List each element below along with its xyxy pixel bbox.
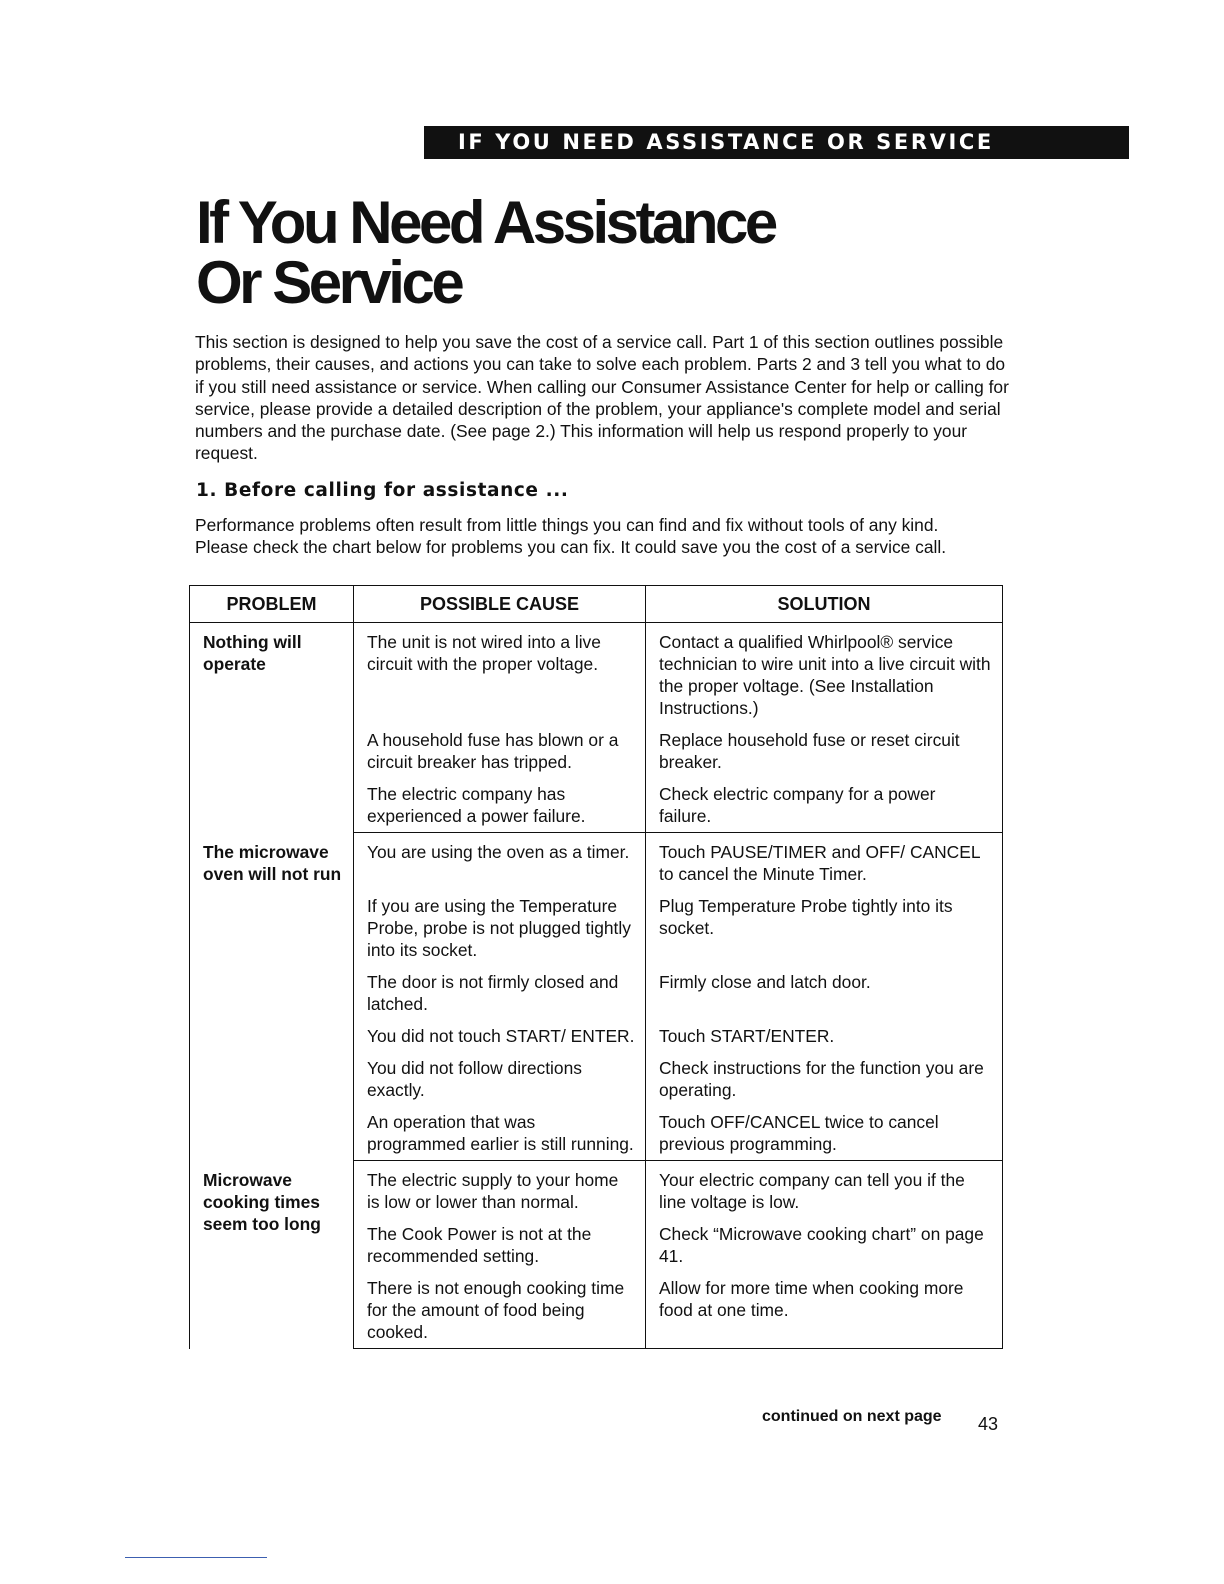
cause-cell: You did not touch START/ ENTER. bbox=[354, 1015, 646, 1047]
solution-cell: Check “Microwave cooking chart” on page 41. bbox=[646, 1213, 1003, 1267]
solution-cell: Contact a qualified Whirlpool® service technician to wire unit into a live circuit with the proper voltage. (See Installation Instructions.) bbox=[646, 623, 1003, 720]
section-heading: 1. Before calling for assistance ... bbox=[196, 480, 569, 501]
header-problem: PROBLEM bbox=[190, 586, 354, 623]
header-possible-cause: POSSIBLE CAUSE bbox=[354, 586, 646, 623]
cause-cell: The door is not firmly closed and latched. bbox=[354, 961, 646, 1015]
solution-cell: Your electric company can tell you if the line voltage is low. bbox=[646, 1161, 1003, 1214]
solution-cell: Touch PAUSE/TIMER and OFF/ CANCEL to cancel the Minute Timer. bbox=[646, 833, 1003, 886]
solution-cell: Check instructions for the function you are operating. bbox=[646, 1047, 1003, 1101]
page-number: 43 bbox=[978, 1414, 999, 1434]
table-row bbox=[190, 623, 1003, 720]
problem-cell: The microwave oven will not run bbox=[190, 833, 354, 1161]
solution-cell: Allow for more time when cooking more food at one time. bbox=[646, 1267, 1003, 1349]
page-title-line-2: Or Service bbox=[196, 249, 462, 316]
continued-note: continued on next page bbox=[762, 1408, 942, 1425]
solution-cell: Plug Temperature Probe tightly into its socket. bbox=[646, 885, 1003, 961]
cause-cell: If you are using the Temperature Probe, probe is not plugged tightly into its socket. bbox=[354, 885, 646, 961]
problem-cell: Nothing will operate bbox=[190, 623, 354, 833]
cause-cell: There is not enough cooking time for the amount of food being cooked. bbox=[354, 1267, 646, 1349]
section-banner: IF YOU NEED ASSISTANCE OR SERVICE bbox=[424, 126, 1129, 159]
header-solution: SOLUTION bbox=[646, 586, 1003, 623]
table-row bbox=[190, 1161, 1003, 1214]
cause-cell: The electric supply to your home is low or lower than normal. bbox=[354, 1161, 646, 1214]
page-title-line-1: If You Need Assistance bbox=[196, 189, 775, 256]
troubleshooting-table bbox=[189, 585, 1003, 1349]
solution-cell: Firmly close and latch door. bbox=[646, 961, 1003, 1015]
intro-paragraph: This section is designed to help you save the cost of a service call. Part 1 of this section outlines possible problems, their causes, and actions you can take to solve each problem. Parts 2 and 3 tell you what to do if you still need assistance or service. When calling our Consumer Assistance Center for help or calling for service, please provide a detailed description of the problem, your appliance's complete model and serial numbers and the purchase date. (See page 2.) This information will help us respond properly to your request. bbox=[195, 332, 1009, 464]
cause-cell: The electric company has experienced a power failure. bbox=[354, 773, 646, 833]
cause-cell: You did not follow directions exactly. bbox=[354, 1047, 646, 1101]
problem-cell: Microwave cooking times seem too long bbox=[190, 1161, 354, 1349]
solution-cell: Replace household fuse or reset circuit breaker. bbox=[646, 719, 1003, 773]
cause-cell: An operation that was programmed earlier is still running. bbox=[354, 1101, 646, 1161]
footer-rule bbox=[125, 1557, 267, 1558]
table-row bbox=[190, 833, 1003, 886]
table-header-row bbox=[190, 586, 1003, 623]
solution-cell: Check electric company for a power failure. bbox=[646, 773, 1003, 833]
cause-cell: The Cook Power is not at the recommended setting. bbox=[354, 1213, 646, 1267]
section-intro-paragraph: Performance problems often result from little things you can find and fix without tools of any kind. Please check the chart below for problems you can fix. It could save you the cost of a service call. bbox=[195, 515, 947, 557]
solution-cell: Touch OFF/CANCEL twice to cancel previous programming. bbox=[646, 1101, 1003, 1161]
cause-cell: The unit is not wired into a live circuit with the proper voltage. bbox=[354, 623, 646, 720]
solution-cell: Touch START/ENTER. bbox=[646, 1015, 1003, 1047]
cause-cell: You are using the oven as a timer. bbox=[354, 833, 646, 886]
page-title bbox=[196, 189, 775, 316]
cause-cell: A household fuse has blown or a circuit breaker has tripped. bbox=[354, 719, 646, 773]
